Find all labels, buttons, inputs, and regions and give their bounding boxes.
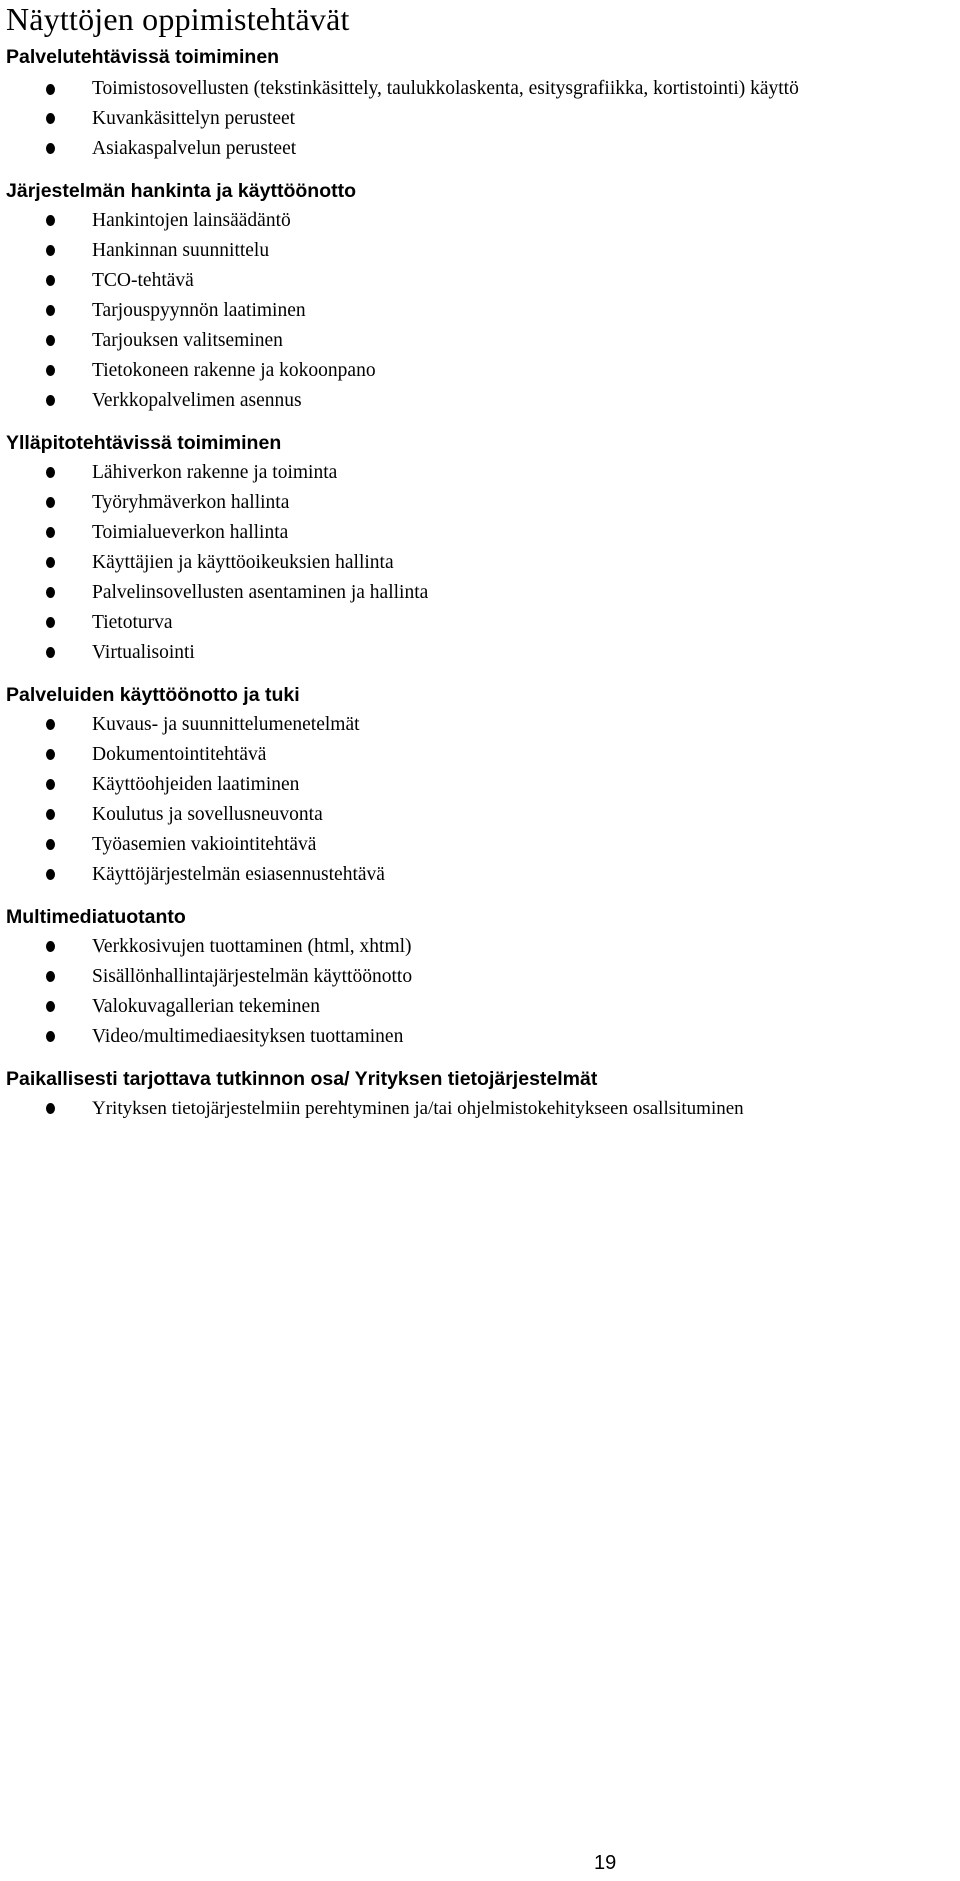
- bullet-icon: [46, 1103, 55, 1114]
- list-item: [6, 488, 954, 518]
- document-body: [6, 0, 954, 1124]
- list-item: [6, 608, 954, 638]
- bullet-icon: [46, 365, 55, 376]
- list-item-text: Dokumentointitehtävä: [92, 744, 267, 765]
- list-item-text: Virtualisointi: [92, 642, 195, 663]
- bullet-icon: [46, 497, 55, 508]
- section-heading: Ylläpitotehtävissä toimiminen: [6, 432, 282, 454]
- list-item-text: Tietoturva: [92, 612, 173, 633]
- list-item: [6, 638, 954, 668]
- list-item-text: Työasemien vakiointitehtävä: [92, 834, 317, 855]
- list-item-text: Käyttöjärjestelmän esiasennustehtävä: [92, 864, 385, 885]
- bullet-icon: [46, 749, 55, 760]
- list-item-text: Kuvaus- ja suunnittelumenetelmät: [92, 714, 360, 735]
- list-item-text: Tarjouspyynnön laatiminen: [92, 300, 306, 321]
- bullet-icon: [46, 215, 55, 226]
- bullet-icon: [46, 113, 55, 124]
- bullet-icon: [46, 779, 55, 790]
- section-heading: Multimediatuotanto: [6, 906, 186, 928]
- list-item: [6, 1022, 954, 1052]
- list-item: [6, 386, 954, 416]
- list-item-text: Koulutus ja sovellusneuvonta: [92, 804, 323, 825]
- list-item-text: Hankinnan suunnittelu: [92, 240, 270, 261]
- list-item: [6, 326, 954, 356]
- list-item: [6, 518, 954, 548]
- list-item: [6, 740, 954, 770]
- bullet-icon: [46, 275, 55, 286]
- bullet-icon: [46, 941, 55, 952]
- list-item-text: Verkkosivujen tuottaminen (html, xhtml): [92, 936, 412, 957]
- bullet-icon: [46, 527, 55, 538]
- section-heading: Palvelutehtävissä toimiminen: [6, 46, 280, 68]
- bullet-list: [6, 710, 954, 890]
- list-item: [6, 770, 954, 800]
- bullet-icon: [46, 971, 55, 982]
- list-item-text: Valokuvagallerian tekeminen: [92, 996, 320, 1017]
- section-jarjestelman-hankinta: [6, 178, 954, 416]
- list-item: [6, 1094, 954, 1124]
- list-item-text: Yrityksen tietojärjestelmiin perehtyminen ja/tai ohjelmistokehitykseen osallsituminen: [92, 1098, 744, 1119]
- bullet-icon: [46, 839, 55, 850]
- list-item-text: Hankintojen lainsäädäntö: [92, 210, 291, 231]
- list-item: [6, 296, 954, 326]
- bullet-icon: [46, 395, 55, 406]
- section-yllapitotehtavissa: [6, 430, 954, 668]
- list-item: [6, 458, 954, 488]
- section-heading: Paikallisesti tarjottava tutkinnon osa/ Yrityksen tietojärjestelmät: [6, 1068, 598, 1090]
- list-item-text: Toimistosovellusten (tekstinkäsittely, taulukkolaskenta, esitysgrafiikka, kortistointi) käyttö: [92, 78, 799, 99]
- list-item-text: Tarjouksen valitseminen: [92, 330, 283, 351]
- bullet-list: [6, 74, 954, 164]
- bullet-icon: [46, 335, 55, 346]
- bullet-list: [6, 932, 954, 1052]
- section-heading: Järjestelmän hankinta ja käyttöönotto: [6, 180, 357, 202]
- list-item: [6, 266, 954, 296]
- bullet-icon: [46, 305, 55, 316]
- list-item-text: Palvelinsovellusten asentaminen ja hallinta: [92, 582, 429, 603]
- bullet-icon: [46, 647, 55, 658]
- bullet-icon: [46, 587, 55, 598]
- page-number: 19: [594, 1852, 617, 1874]
- bullet-icon: [46, 719, 55, 730]
- bullet-icon: [46, 467, 55, 478]
- section-palveluiden-kayttoonotto: [6, 682, 954, 890]
- list-item: [6, 992, 954, 1022]
- bullet-icon: [46, 617, 55, 628]
- list-item-text: Käyttöohjeiden laatiminen: [92, 774, 300, 795]
- section-heading: Palveluiden käyttöönotto ja tuki: [6, 684, 300, 706]
- bullet-icon: [46, 869, 55, 880]
- bullet-icon: [46, 1031, 55, 1042]
- list-item-text: Video/multimediaesityksen tuottaminen: [92, 1026, 404, 1047]
- list-item: [6, 932, 954, 962]
- list-item: [6, 800, 954, 830]
- list-item-text: Toimialueverkon hallinta: [92, 522, 289, 543]
- bullet-icon: [46, 143, 55, 154]
- list-item: [6, 860, 954, 890]
- list-item-text: Asiakaspalvelun perusteet: [92, 138, 297, 159]
- list-item: [6, 74, 954, 104]
- bullet-icon: [46, 809, 55, 820]
- list-item-text: Verkkopalvelimen asennus: [92, 390, 302, 411]
- list-item: [6, 104, 954, 134]
- list-item-text: Kuvankäsittelyn perusteet: [92, 108, 296, 129]
- bullet-icon: [46, 557, 55, 568]
- list-item: [6, 962, 954, 992]
- section-paikallisesti-tarjottava: [6, 1066, 954, 1124]
- bullet-list: [6, 206, 954, 416]
- bullet-icon: [46, 1001, 55, 1012]
- list-item: [6, 356, 954, 386]
- list-item-text: Lähiverkon rakenne ja toiminta: [92, 462, 338, 483]
- list-item: [6, 236, 954, 266]
- list-item-text: Tietokoneen rakenne ja kokoonpano: [92, 360, 376, 381]
- bullet-icon: [46, 84, 55, 95]
- section-palvelutehtavissa: [6, 44, 954, 164]
- list-item: [6, 206, 954, 236]
- list-item: [6, 548, 954, 578]
- bullet-list: [6, 458, 954, 668]
- list-item-text: Työryhmäverkon hallinta: [92, 492, 290, 513]
- list-item: [6, 830, 954, 860]
- list-item: [6, 710, 954, 740]
- list-item: [6, 578, 954, 608]
- section-multimediatuotanto: [6, 904, 954, 1052]
- list-item-text: Sisällönhallintajärjestelmän käyttöönotto: [92, 966, 413, 987]
- bullet-list: [6, 1094, 954, 1124]
- list-item: [6, 134, 954, 164]
- list-item-text: TCO-tehtävä: [92, 270, 194, 291]
- list-item-text: Käyttäjien ja käyttöoikeuksien hallinta: [92, 552, 394, 573]
- bullet-icon: [46, 245, 55, 256]
- page-title: Näyttöjen oppimistehtävät: [6, 1, 350, 37]
